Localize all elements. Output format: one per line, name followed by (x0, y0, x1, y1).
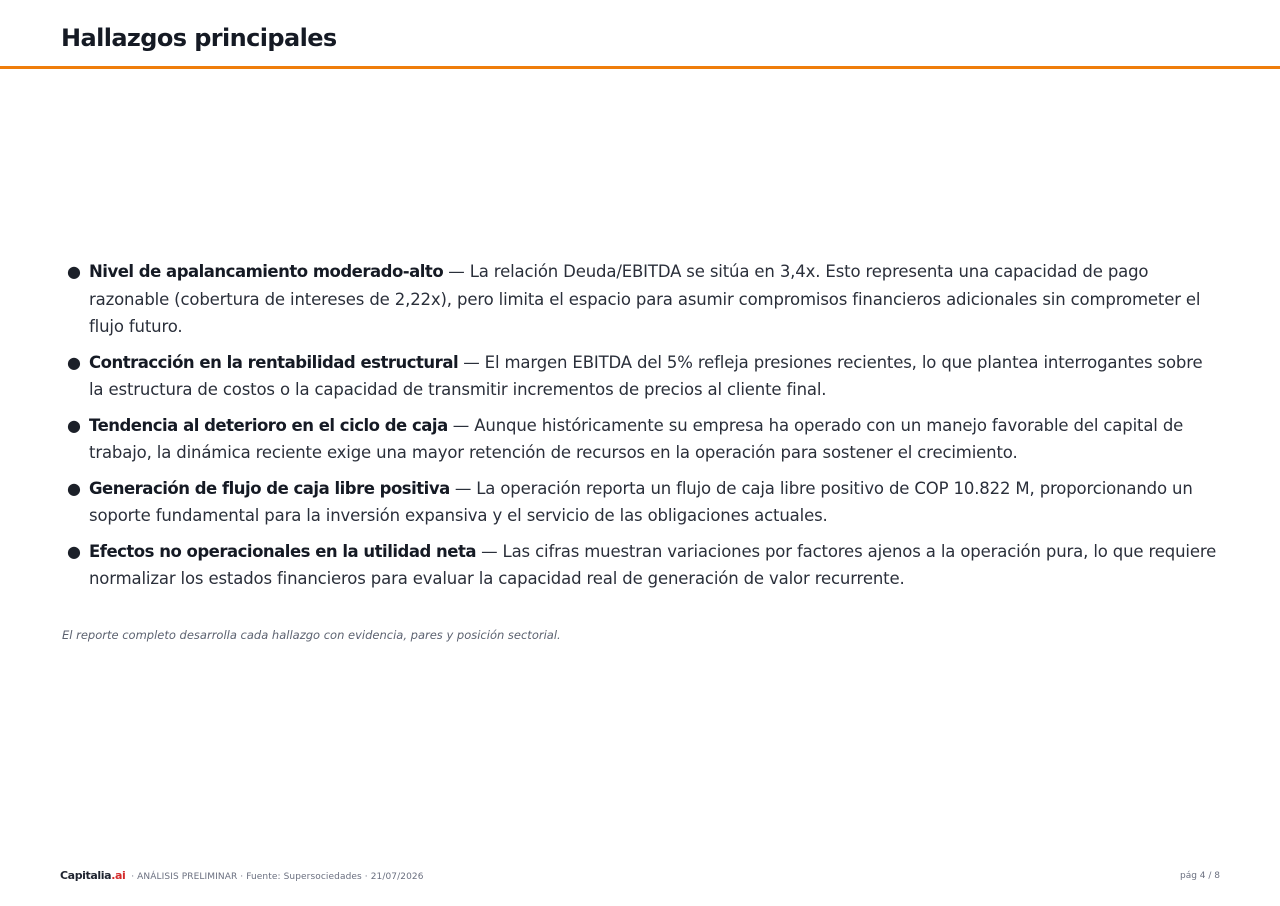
finding-title: Efectos no operacionales en la utilidad neta (89, 541, 476, 561)
page-footer (60, 869, 1220, 885)
finding-title: Contracción en la rentabilidad estructural (89, 352, 459, 372)
brand-suffix: .ai (111, 869, 126, 882)
finding-title: Nivel de apalancamiento moderado-alto (89, 262, 444, 281)
page-title: Hallazgos principales (61, 24, 337, 52)
page-header (0, 0, 1280, 69)
footer-left (60, 869, 424, 882)
finding-text: — Las cifras muestran variaciones por factores ajenos a la operación pura, lo que requiere normalizar los estados financieros para evaluar la capacidad real de generación de valor recurrente. (89, 541, 1217, 588)
findings-list (62, 258, 1222, 601)
brand-name: Capitalia (60, 869, 112, 882)
bullet-icon: ● (67, 352, 81, 372)
finding-item (62, 475, 1222, 530)
bullet-icon: ● (67, 541, 81, 561)
finding-text: — Aunque históricamente su empresa ha operado con un manejo favorable del capital de trabajo, la dinámica reciente exige una mayor retención de recursos en la operación para sostener el crecimiento. (89, 415, 1184, 462)
finding-item (62, 538, 1222, 593)
finding-title: Tendencia al deterioro en el ciclo de caja (89, 415, 448, 435)
bullet-icon: ● (67, 415, 81, 435)
finding-title: Generación de flujo de caja libre positiva (89, 478, 450, 498)
finding-item (62, 258, 1222, 341)
finding-text: — La relación Deuda/EBITDA se sitúa en 3,4x. Esto representa una capacidad de pago razonable (cobertura de intereses de 2,22x), pero limita el espacio para asumir compromisos financieros adicionales sin comprometer el flujo futuro. (89, 262, 1201, 336)
footer-meta: · ANÁLISIS PRELIMINAR · Fuente: Supersociedades · 21/07/2026 (131, 872, 424, 882)
finding-text: — La operación reporta un flujo de caja libre positivo de COP 10.822 M, proporcionando un soporte fundamental para la inversión expansiva y el servicio de las obligaciones actuales. (89, 478, 1193, 525)
report-note: El reporte completo desarrolla cada hallazgo con evidencia, pares y posición sectorial. (62, 628, 561, 642)
finding-item (62, 412, 1222, 467)
finding-item (62, 349, 1222, 404)
finding-text: — El margen EBITDA del 5% refleja presiones recientes, lo que plantea interrogantes sobre la estructura de costos o la capacidad de transmitir incrementos de precios al cliente final. (89, 352, 1203, 399)
bullet-icon: ● (67, 478, 81, 498)
bullet-icon: ● (67, 262, 81, 281)
brand-logo (60, 869, 126, 882)
page-number: pág 4 / 8 (1179, 871, 1220, 881)
